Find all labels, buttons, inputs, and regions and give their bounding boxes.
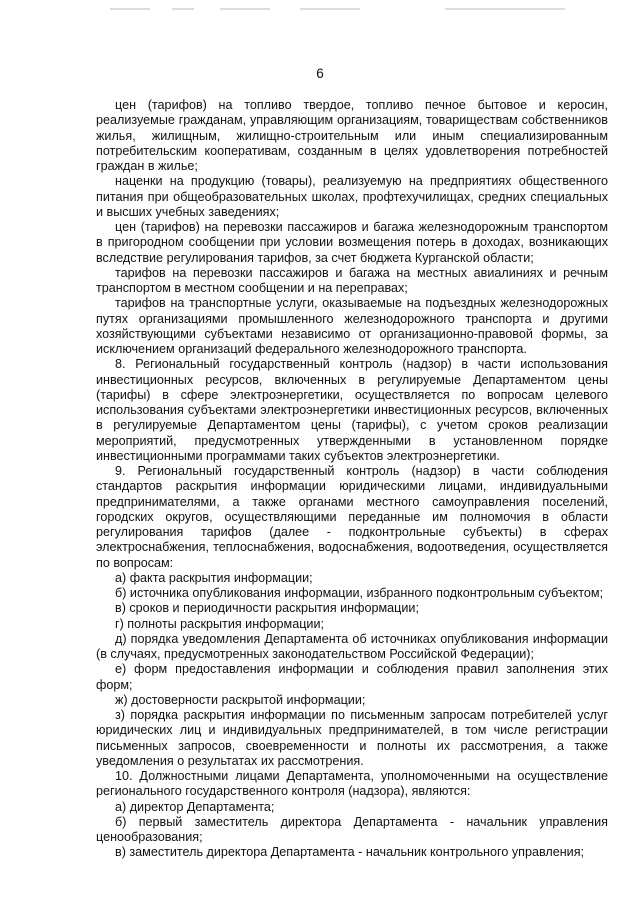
paragraph-air-river-tariffs: тарифов на перевозки пассажиров и багажа на местных авиалиниях и речным транспортом в местном сообщении и на переправах;	[96, 265, 608, 295]
paragraph-fuel-prices: цен (тарифов) на топливо твердое, топливо печное бытовое и керосин, реализуемые гражданам, управляющим организациям, товариществам собственников жилья, жилищным, жилищно-строительным или иным специализированным потребительским кооперативам, созданным в целях удовлетворения потребностей граждан в жилье;	[96, 98, 608, 173]
scan-artifact-marks	[110, 6, 570, 12]
list-item-zh: ж) достоверности раскрытой информации;	[115, 692, 366, 707]
paragraph-suburban-rail-tariffs: цен (тарифов) на перевозки пассажиров и багажа железнодорожным транспортом в пригородном сообщении при условии возмещения потерь в доходах, возникающих вследствие регулирования тарифов, за счет бюджета Курганской области;	[96, 220, 608, 265]
page-number: 6	[316, 66, 324, 81]
list-item-z: з) порядка раскрытия информации по письменным запросам потребителей услуг юридических лиц и индивидуальных предпринимателей, в том числе регистрации письменных запросов, своевременности и полноты их рассмотрения, а также уведомления о результатах их рассмотрения.	[96, 708, 608, 768]
list-item-e: е) форм предоставления информации и соблюдения правил заполнения этих форм;	[96, 662, 608, 692]
list-item-g: г) полноты раскрытия информации;	[115, 616, 324, 631]
paragraph-clause-10: 10. Должностными лицами Департамента, уполномоченными на осуществление регионального государственного контроля (надзора), являются:	[96, 769, 608, 799]
official-item-b: б) первый заместитель директора Департамента - начальник управления ценообразования;	[96, 814, 608, 844]
paragraph-clause-9: 9. Региональный государственный контроль (надзор) в части соблюдения стандартов раскрытия информации юридическими лицами, индивидуальными предпринимателями, а также органами местного самоуправления поселений, городских округов, осуществляющими переданные им полномочия в области регулирования тарифов (далее - подконтрольные субъекты) в сферах электроснабжения, теплоснабжения, водоснабжения, водоотведения, осуществляется по вопросам:	[96, 464, 608, 570]
document-body	[96, 98, 608, 861]
paragraph-rail-siding-tariffs: тарифов на транспортные услуги, оказываемые на подъездных железнодорожных путях организациями промышленного железнодорожного транспорта и другими хозяйствующими субъектами независимо от организационно-правовой формы, за исключением организаций федерального железнодорожного транспорта.	[96, 296, 608, 356]
list-item-v: в) сроков и периодичности раскрытия информации;	[115, 601, 419, 616]
list-item-b: б) источника опубликования информации, избранного подконтрольным субъектом;	[115, 586, 604, 600]
official-item-v: в) заместитель директора Департамента - начальник контрольного управления;	[115, 845, 585, 860]
list-item-a: а) факта раскрытия информации;	[115, 570, 313, 585]
list-item-d: д) порядка уведомления Департамента об источниках опубликования информации (в случаях, предусмотренных законодательством Российской Федерации);	[96, 631, 608, 661]
paragraph-catering-markup: наценки на продукцию (товары), реализуемую на предприятиях общественного питания при общеобразовательных школах, профтехучилищах, средних специальных и высших учебных заведениях;	[96, 174, 608, 219]
paragraph-clause-8: 8. Региональный государственный контроль (надзор) в части использования инвестиционных ресурсов, включенных в регулируемые Департаментом цены (тарифы) в сфере электроэнергетики, осуществляется по вопросам целевого использования субъектами электроэнергетики инвестиционных ресурсов, включенных в регулируемые Департаментом цены (тарифы), с учетом сроков реализации мероприятий, предусмотренных утвержденными в установленном порядке инвестиционными программами таких субъектов электроэнергетики.	[96, 357, 608, 463]
official-item-a: а) директор Департамента;	[115, 799, 275, 814]
